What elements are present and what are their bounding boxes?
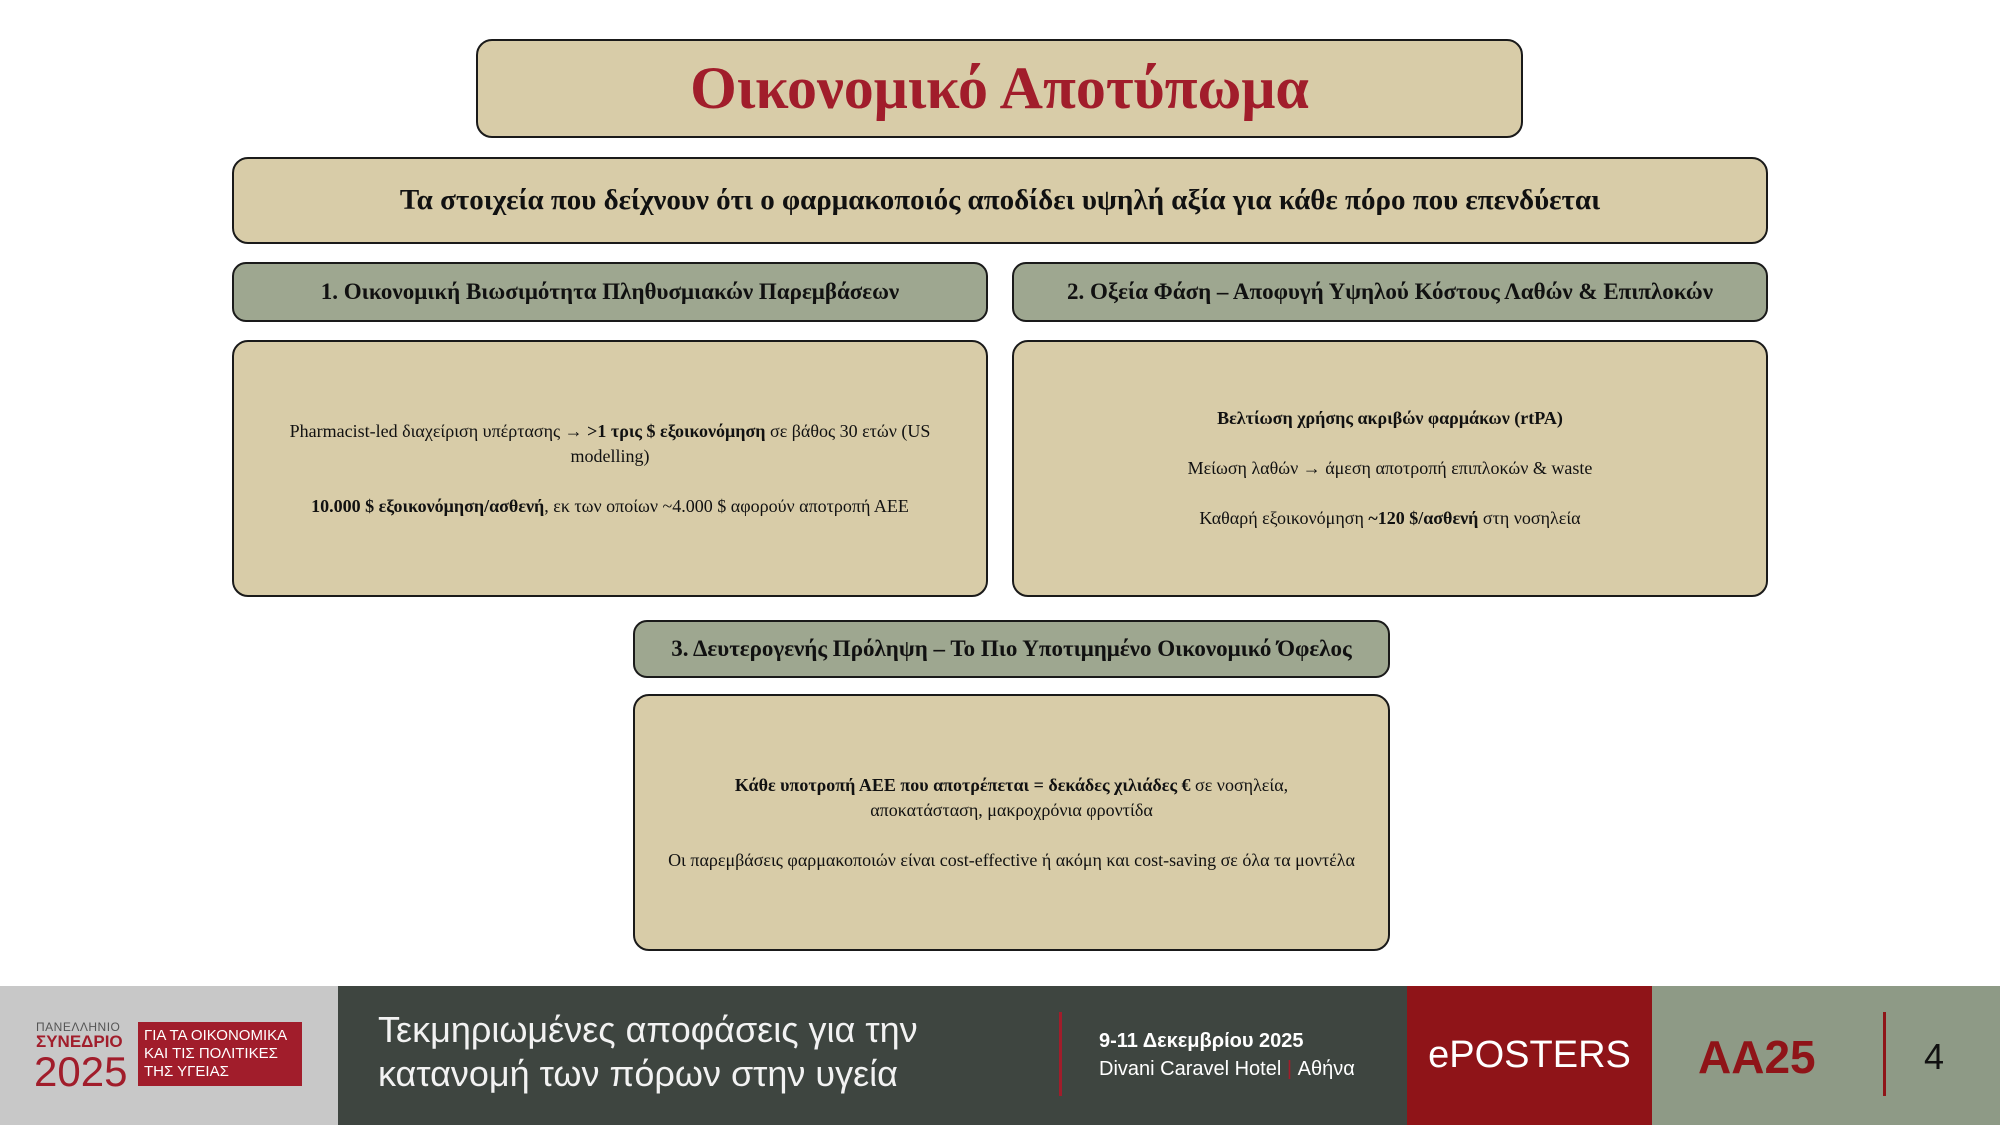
section-2-paragraph-2 <box>1188 456 1593 481</box>
logo-box-line: ΤΗΣ ΥΓΕΙΑΣ <box>144 1063 229 1080</box>
tagline-line-2: κατανομή των πόρων στην υγεία <box>378 1053 898 1094</box>
section-2-content <box>1012 340 1768 597</box>
bold-run: Κάθε υποτροπή ΑΕΕ που αποτρέπεται = δεκάδες χιλιάδες € <box>734 774 1191 795</box>
logo-box-line: ΓΙΑ ΤΑ ΟΙΚΟΝΟΜΙΚΑ <box>144 1027 288 1044</box>
bold-run: Βελτίωση χρήσης ακριβών φαρμάκων (rtPA) <box>1217 408 1563 428</box>
event-venue <box>1099 1058 1355 1081</box>
section-3-heading: 3. Δευτερογενής Πρόληψη – Το Πιο Υποτιμημένο Οικονομικό Όφελος <box>633 620 1390 678</box>
section-2-paragraph-3 <box>1199 506 1580 531</box>
text-run: σε βάθος 30 ετών (US modelling) <box>570 420 931 466</box>
section-1-content <box>232 340 988 597</box>
section-2-paragraph-1 <box>1217 406 1563 431</box>
footer-info <box>338 986 1407 1125</box>
text-run: Pharmacist-led διαχείριση υπέρτασης → <box>289 420 588 441</box>
section-3-content <box>633 694 1390 951</box>
venue-city: Αθήνα <box>1297 1058 1355 1080</box>
divider <box>1883 1012 1886 1096</box>
bold-run: ~120 $/ασθενή <box>1368 508 1479 528</box>
page-number: 4 <box>1924 1036 1945 1077</box>
poster-code: AA25 <box>1698 1031 1816 1083</box>
text-run: , εκ των οποίων ~4.000 $ αφορούν αποτροπή ΑΕΕ <box>544 495 909 516</box>
section-3-paragraph-1 <box>649 773 1374 823</box>
section-3-paragraph-2 <box>668 848 1355 873</box>
logo-box-line: ΚΑΙ ΤΙΣ ΠΟΛΙΤΙΚΕΣ <box>144 1045 278 1062</box>
bold-run: >1 τρις $ εξοικονόμηση <box>587 420 766 441</box>
event-date: 9-11 Δεκεμβρίου 2025 <box>1099 1030 1304 1052</box>
text-run: Μείωση λαθών → άμεση αποτροπή επιπλοκών & waste <box>1187 458 1593 478</box>
conference-logo <box>0 986 338 1125</box>
text-run: σε νοσηλεία, αποκατάσταση, μακροχρόνια φροντίδα <box>870 774 1289 820</box>
subtitle-banner <box>232 157 1768 244</box>
logo-line-1: ΠΑΝΕΛΛΗΝΙΟ <box>36 1020 121 1034</box>
eposters-label: ePOSTERS <box>1407 986 1652 1125</box>
page-title: Οικονομικό Αποτύπωμα <box>690 55 1309 121</box>
venue-separator: | <box>1286 1058 1293 1080</box>
section-1-paragraph-1 <box>248 419 972 469</box>
logo-box <box>138 1022 302 1086</box>
logo-year: 2025 <box>34 1048 128 1095</box>
divider <box>1059 1012 1062 1096</box>
logo-line-2: ΣΥΝΕΔΡΙΟ <box>36 1032 123 1051</box>
text-run: στη νοσηλεία <box>1478 508 1581 528</box>
text-run: Οι παρεμβάσεις φαρμακοποιών είναι cost-effective ή ακόμη και cost-saving σε όλα τα μοντέλα <box>668 849 1355 870</box>
bold-run: 10.000 $ εξοικονόμηση/ασθενή <box>311 495 545 516</box>
page-subtitle: Τα στοιχεία που δείχνουν ότι ο φαρμακοποιός αποδίδει υψηλή αξία για κάθε πόρο που επενδύεται <box>399 184 1601 216</box>
tagline-line-1: Τεκμηριωμένες αποφάσεις για την <box>378 1009 918 1050</box>
poster-id-area <box>1652 986 2000 1125</box>
section-1-paragraph-2 <box>311 494 909 519</box>
section-1-heading: 1. Οικονομική Βιωσιμότητα Πληθυσμιακών Παρεμβάσεων <box>232 262 988 322</box>
venue-name: Divani Caravel Hotel <box>1099 1058 1282 1080</box>
tagline <box>378 1008 918 1096</box>
section-2-heading: 2. Οξεία Φάση – Αποφυγή Υψηλού Κόστους Λαθών & Επιπλοκών <box>1012 262 1768 322</box>
title-banner <box>476 39 1523 138</box>
footer-bar <box>0 986 2000 1125</box>
text-run: Καθαρή εξοικονόμηση <box>1199 508 1369 528</box>
